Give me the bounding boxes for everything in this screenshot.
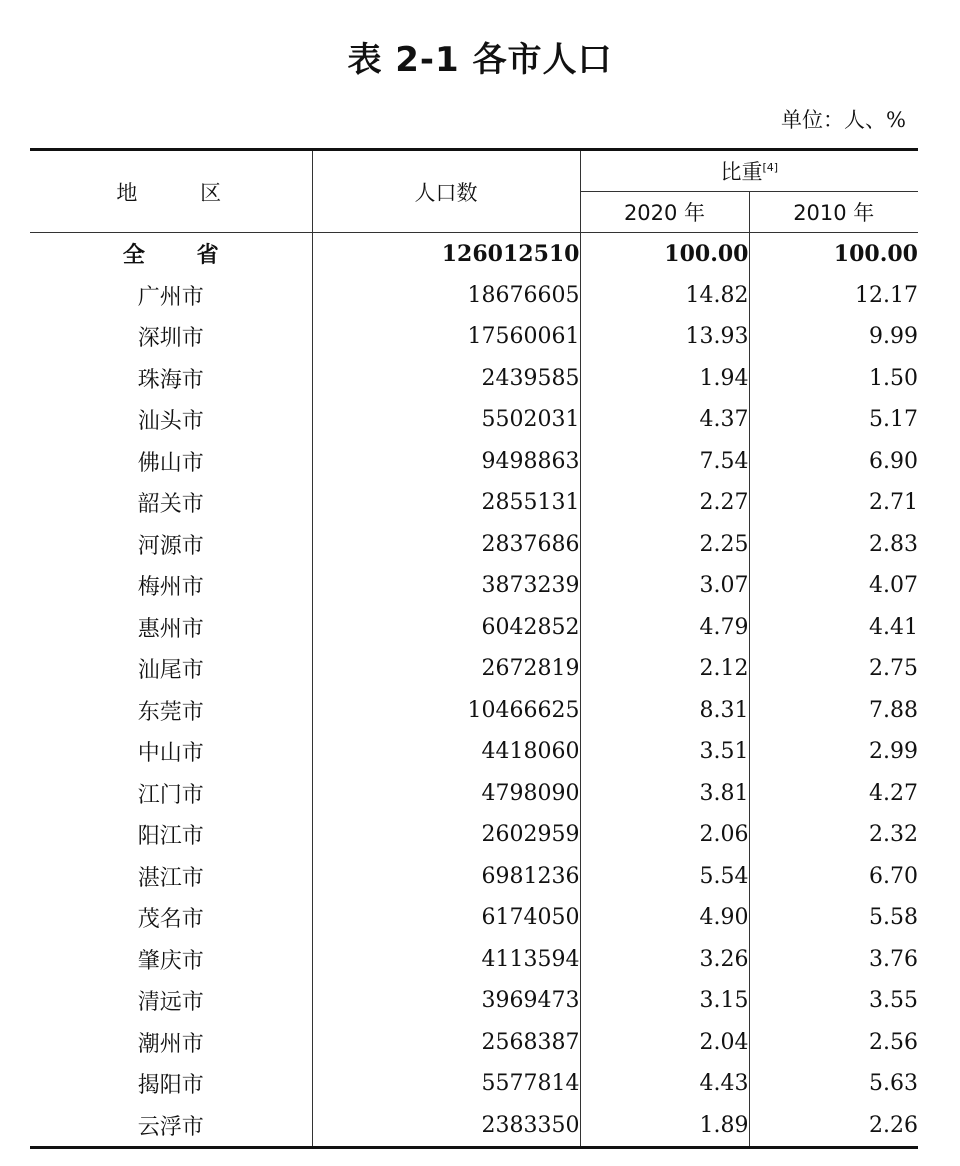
table-row: [30, 441, 918, 483]
share-2020-value: 4.37: [580, 399, 749, 441]
population-value: 9498863: [312, 441, 580, 483]
region-name: 汕尾市: [137, 658, 204, 684]
share-2020-value: 5.54: [580, 856, 749, 898]
header-year-2020: 2020 年: [580, 192, 749, 233]
share-2020-value: 3.81: [580, 773, 749, 815]
table-row: [30, 316, 918, 358]
region-name: 佛山市: [137, 450, 204, 476]
table-row: [30, 980, 918, 1022]
header-region: 地 区: [30, 150, 312, 233]
share-2020-value: 14.82: [580, 275, 749, 317]
population-value: 2837686: [312, 524, 580, 566]
population-value: 3969473: [312, 980, 580, 1022]
table-row: [30, 856, 918, 898]
share-2020-value: 8.31: [580, 690, 749, 732]
share-2010-value: 2.83: [749, 524, 918, 566]
table-row: [30, 358, 918, 400]
table-row: [30, 939, 918, 981]
share-2010-value: 5.17: [749, 399, 918, 441]
table-row: [30, 565, 918, 607]
table-row: [30, 482, 918, 524]
table-body: [30, 233, 918, 1148]
population-value: 2855131: [312, 482, 580, 524]
share-2020-value: 1.94: [580, 358, 749, 400]
region-name: 肇庆市: [137, 948, 204, 974]
share-2010-value: 2.32: [749, 814, 918, 856]
table-row: [30, 399, 918, 441]
population-value: 6174050: [312, 897, 580, 939]
table-row: [30, 897, 918, 939]
share-2020-value: 2.04: [580, 1022, 749, 1064]
population-value: 4418060: [312, 731, 580, 773]
header-share: 比重[4]: [580, 150, 918, 192]
table-row: [30, 731, 918, 773]
table-row: [30, 524, 918, 566]
share-2020-value: 4.43: [580, 1063, 749, 1105]
population-value: 6981236: [312, 856, 580, 898]
share-2010-value: 6.70: [749, 856, 918, 898]
region-name: 清远市: [137, 990, 204, 1016]
share-2020-value: 2.25: [580, 524, 749, 566]
share-2010-value: 2.71: [749, 482, 918, 524]
population-value: 2672819: [312, 648, 580, 690]
share-2010-value: 100.00: [749, 233, 918, 275]
unit-label: 单位：人、%: [781, 108, 906, 132]
header-year-2010: 2010 年: [749, 192, 918, 233]
region-name: 全 省: [122, 242, 241, 269]
share-2010-value: 6.90: [749, 441, 918, 483]
table-row: [30, 690, 918, 732]
share-2020-value: 1.89: [580, 1105, 749, 1148]
share-2020-value: 4.79: [580, 607, 749, 649]
table-row: [30, 773, 918, 815]
share-2020-value: 3.07: [580, 565, 749, 607]
table-title: 表 2-1 各市人口: [347, 40, 613, 80]
population-value: 10466625: [312, 690, 580, 732]
share-2010-value: 2.26: [749, 1105, 918, 1148]
share-2010-value: 5.63: [749, 1063, 918, 1105]
region-name: 珠海市: [137, 367, 204, 393]
population-value: 6042852: [312, 607, 580, 649]
region-name: 深圳市: [137, 326, 204, 352]
share-2010-value: 4.07: [749, 565, 918, 607]
share-2010-value: 2.99: [749, 731, 918, 773]
share-2010-value: 3.55: [749, 980, 918, 1022]
share-2010-value: 4.27: [749, 773, 918, 815]
region-name: 中山市: [137, 741, 204, 767]
table-row: [30, 1063, 918, 1105]
share-2010-value: 2.75: [749, 648, 918, 690]
share-2020-value: 3.51: [580, 731, 749, 773]
region-name: 阳江市: [137, 824, 204, 850]
region-name: 潮州市: [137, 1031, 204, 1057]
share-2020-value: 3.15: [580, 980, 749, 1022]
table-row: [30, 814, 918, 856]
region-name: 韶关市: [137, 492, 204, 518]
footnote-marker: [4]: [762, 161, 779, 174]
region-name: 河源市: [137, 533, 204, 559]
population-value: 126012510: [312, 233, 580, 275]
table-row: [30, 648, 918, 690]
share-2010-value: 5.58: [749, 897, 918, 939]
region-name: 揭阳市: [137, 1073, 204, 1099]
population-value: 2602959: [312, 814, 580, 856]
share-2010-value: 9.99: [749, 316, 918, 358]
region-name: 汕头市: [137, 409, 204, 435]
share-2020-value: 2.27: [580, 482, 749, 524]
population-value: 2439585: [312, 358, 580, 400]
region-name: 东莞市: [137, 699, 204, 725]
table-row: [30, 1105, 918, 1148]
share-2020-value: 3.26: [580, 939, 749, 981]
table-row: [30, 275, 918, 317]
region-name: 广州市: [137, 284, 204, 310]
share-2010-value: 2.56: [749, 1022, 918, 1064]
share-2010-value: 12.17: [749, 275, 918, 317]
share-2010-value: 4.41: [749, 607, 918, 649]
share-2020-value: 7.54: [580, 441, 749, 483]
table-row: [30, 1022, 918, 1064]
share-2020-value: 2.06: [580, 814, 749, 856]
share-2010-value: 1.50: [749, 358, 918, 400]
share-2010-value: 7.88: [749, 690, 918, 732]
population-value: 2568387: [312, 1022, 580, 1064]
population-table: [30, 148, 918, 1149]
share-2020-value: 2.12: [580, 648, 749, 690]
share-2010-value: 3.76: [749, 939, 918, 981]
population-value: 17560061: [312, 316, 580, 358]
population-value: 18676605: [312, 275, 580, 317]
share-2020-value: 13.93: [580, 316, 749, 358]
region-name: 云浮市: [137, 1114, 204, 1140]
region-name: 江门市: [137, 782, 204, 808]
population-value: 2383350: [312, 1105, 580, 1148]
population-value: 5502031: [312, 399, 580, 441]
table-row: [30, 607, 918, 649]
region-name: 惠州市: [137, 616, 204, 642]
population-value: 3873239: [312, 565, 580, 607]
table-row-total: [30, 233, 918, 275]
population-value: 4113594: [312, 939, 580, 981]
share-2020-value: 4.90: [580, 897, 749, 939]
region-name: 梅州市: [137, 575, 204, 601]
header-population: 人口数: [312, 150, 580, 233]
region-name: 湛江市: [137, 865, 204, 891]
region-name: 茂名市: [137, 907, 204, 933]
population-value: 4798090: [312, 773, 580, 815]
share-2020-value: 100.00: [580, 233, 749, 275]
population-value: 5577814: [312, 1063, 580, 1105]
